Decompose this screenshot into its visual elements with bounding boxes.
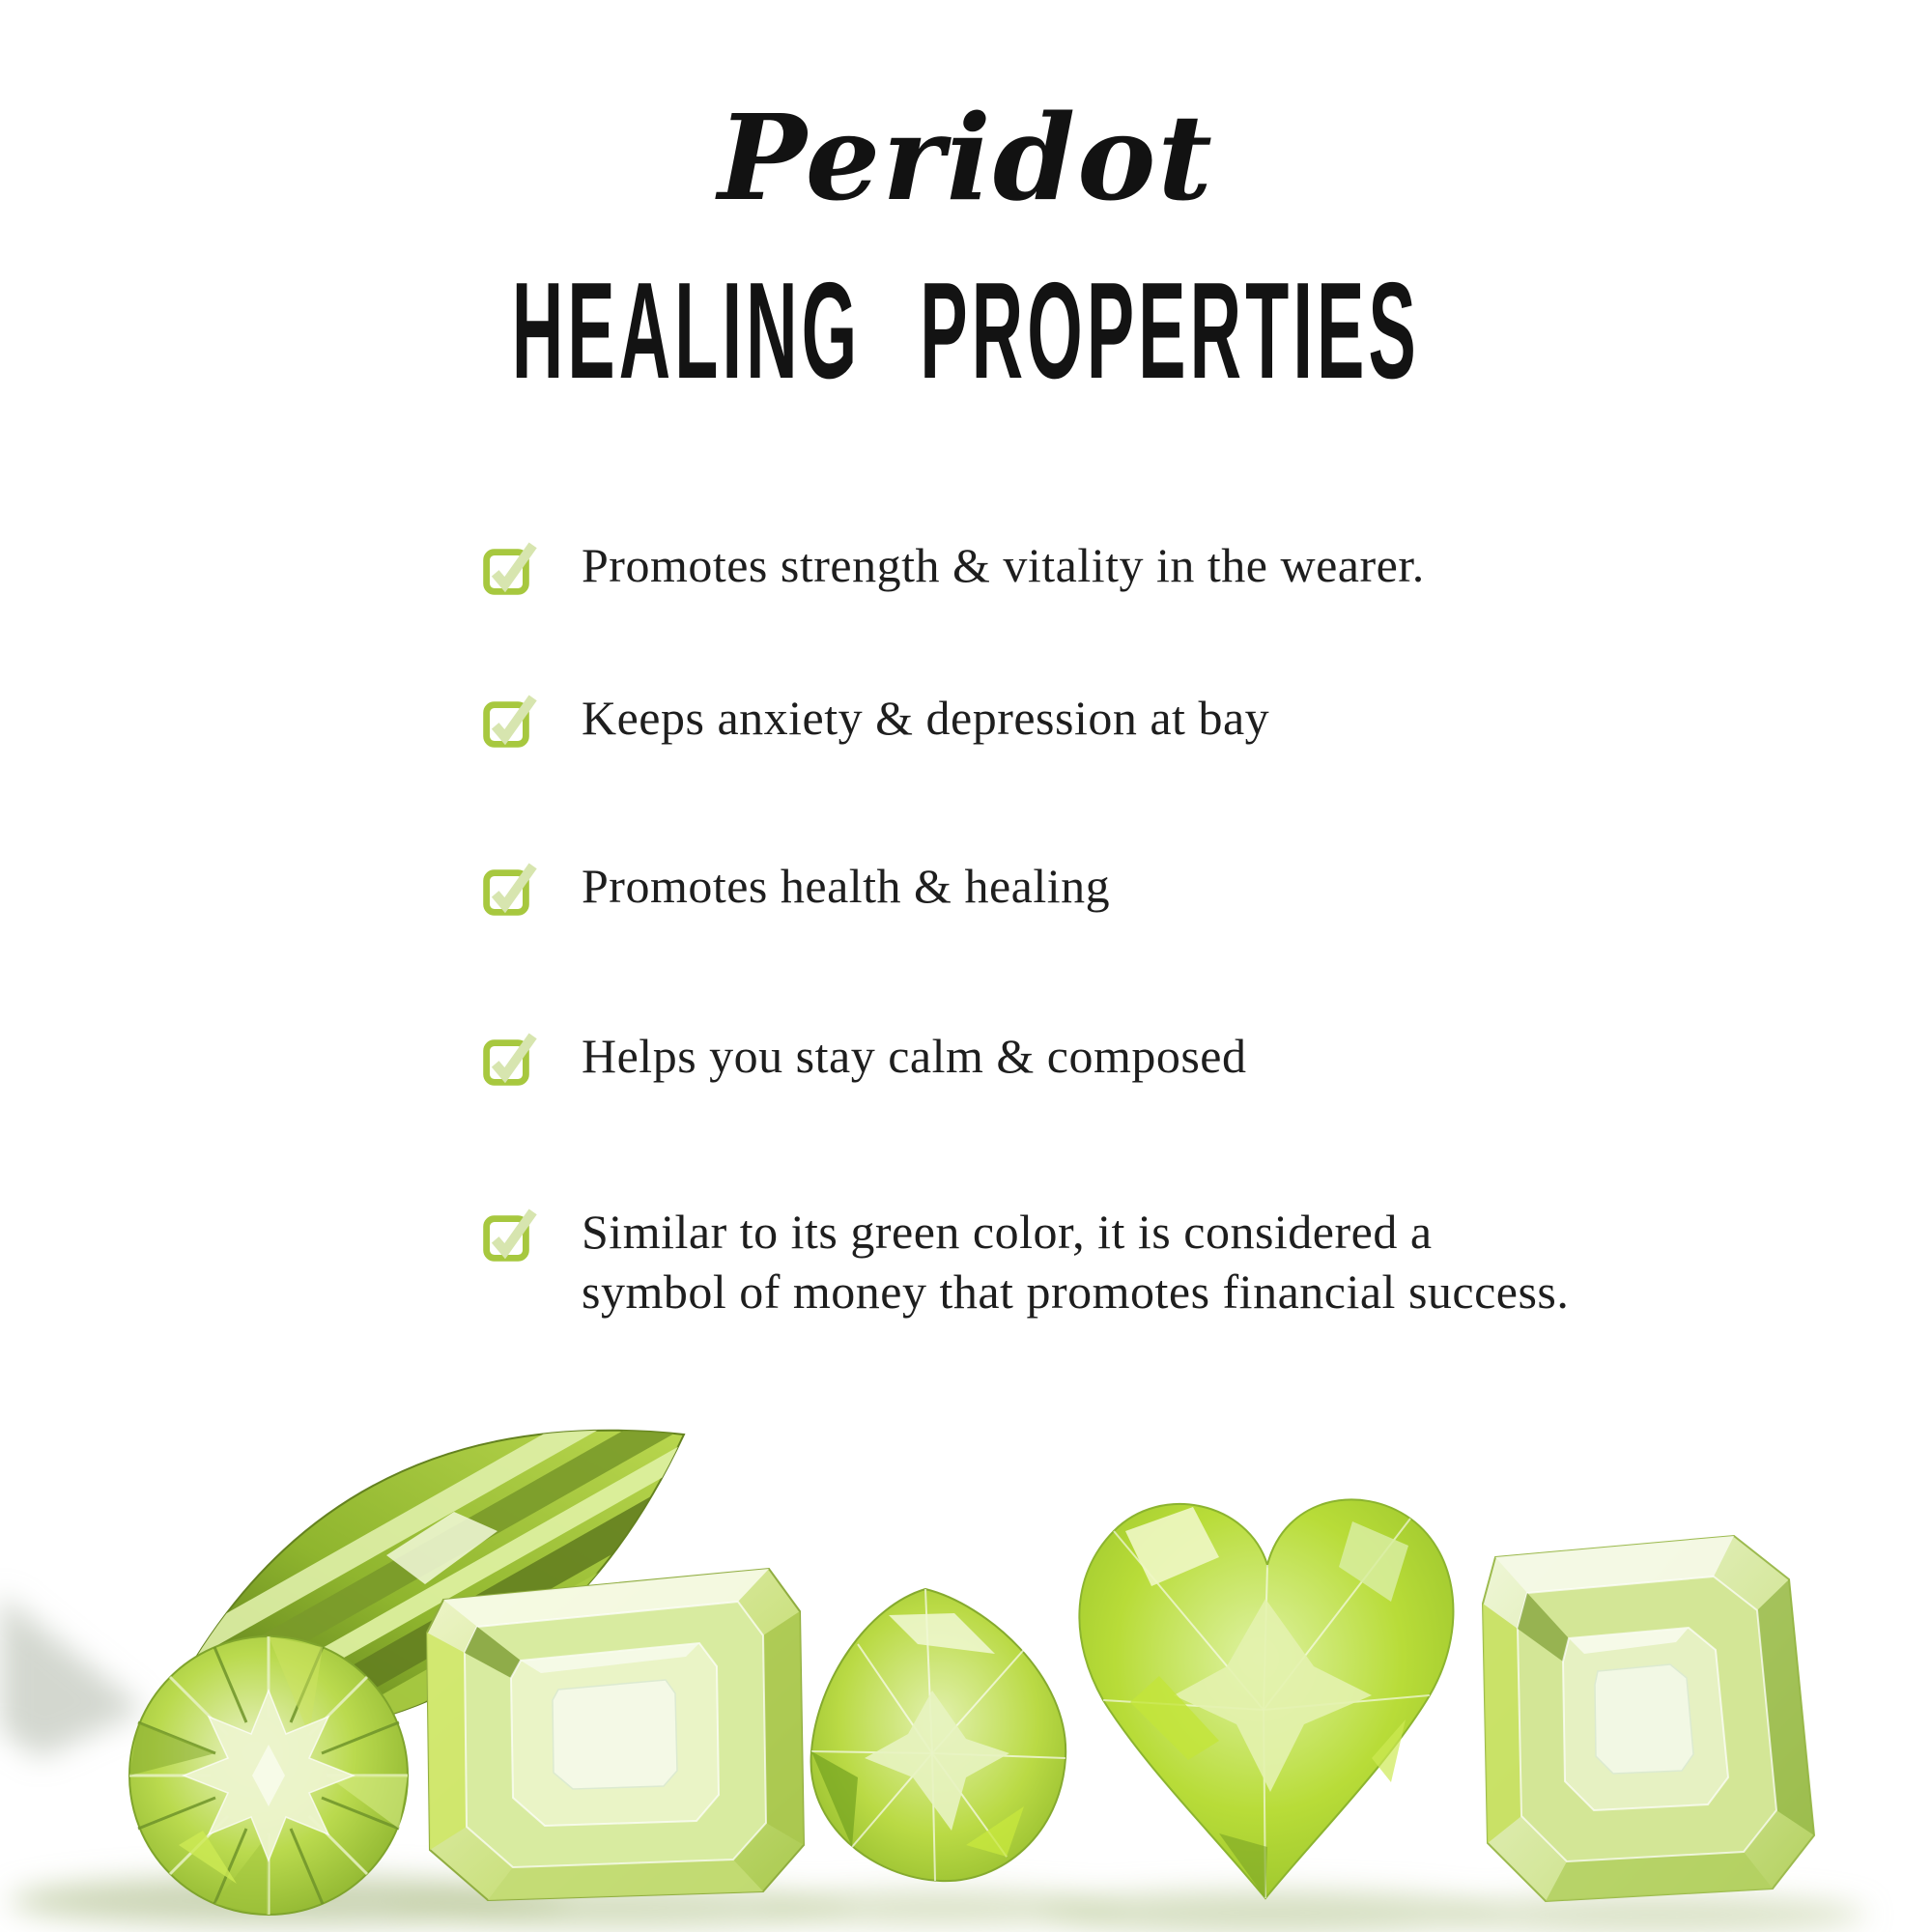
checklist-item xyxy=(483,1030,1247,1086)
checklist-item-text xyxy=(582,1026,1247,1086)
gem-heart xyxy=(1079,1499,1453,1898)
checklist-item-text xyxy=(582,535,1425,595)
gem-pear xyxy=(811,1589,1066,1881)
checklist-item-line: symbol of money that promotes financial success. xyxy=(582,1264,1570,1319)
checkbox-checked-icon xyxy=(483,1206,539,1262)
checklist-item-text xyxy=(582,856,1110,916)
checkbox-checked-icon xyxy=(483,539,539,595)
peridot-gemstones-photo xyxy=(0,1304,1932,1932)
gem-square-cut xyxy=(1483,1536,1814,1901)
checklist-item xyxy=(483,539,1425,595)
checklist-item-line: Keeps anxiety & depression at bay xyxy=(582,691,1270,745)
checkbox-checked-icon xyxy=(483,1030,539,1086)
page-subtitle xyxy=(0,254,1932,450)
page-title: Peridot xyxy=(718,88,1214,227)
checkbox-checked-icon xyxy=(483,860,539,916)
checklist-item-line: Helps you stay calm & composed xyxy=(582,1029,1247,1083)
checklist-item-line: Similar to its green color, it is considered a xyxy=(582,1205,1433,1259)
checklist-item-line: Promotes strength & vitality in the wearer. xyxy=(582,538,1425,592)
gem-emerald-cut xyxy=(427,1569,804,1900)
page-subtitle-text: HEALING PROPERTIES xyxy=(511,254,1421,408)
checklist-item xyxy=(483,860,1110,916)
gem-round xyxy=(129,1636,408,1915)
checklist-item-text xyxy=(582,688,1269,748)
checklist-item-line: Promotes health & healing xyxy=(582,859,1111,913)
checklist-item xyxy=(483,692,1269,748)
checkbox-checked-icon xyxy=(483,692,539,748)
